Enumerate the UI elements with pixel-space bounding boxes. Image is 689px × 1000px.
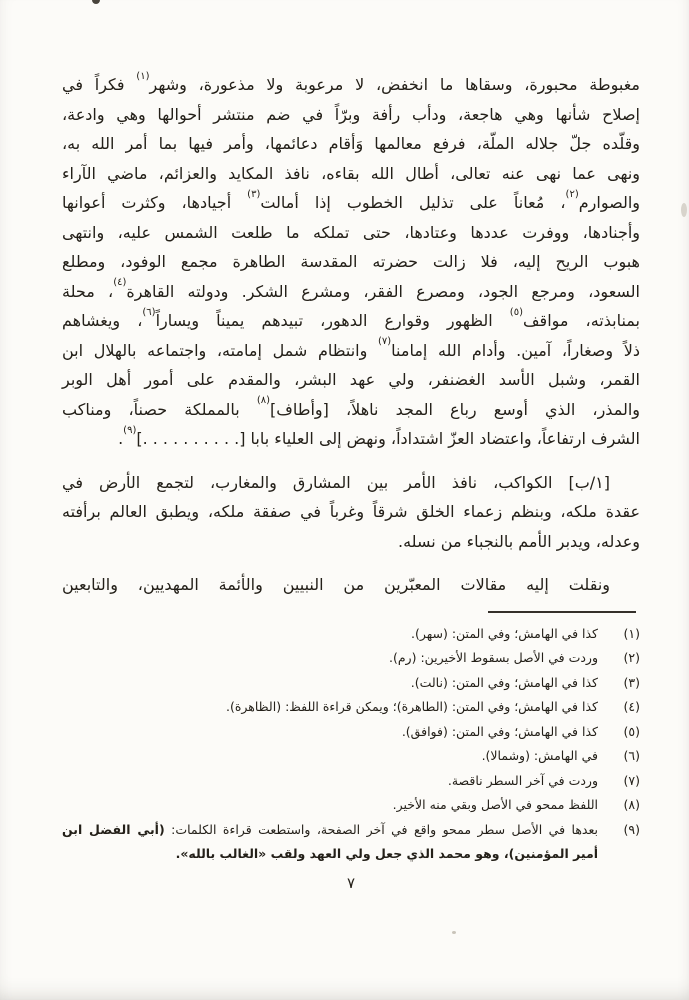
footnote-text (62, 622, 598, 647)
scan-artifact (92, 0, 100, 4)
footnote-number: (٨) (623, 797, 640, 812)
footnote-line: بعدها في الأصل سطر ممحو واقع في آخر الصفحة، واستطعت قراءة الكلمات: (أبي الفضل ابن (62, 821, 598, 837)
footnote-text (62, 769, 598, 794)
footnote-item (62, 744, 640, 769)
footnote-line: كذا في الهامش؛ وفي المتن: (نالت). (410, 674, 598, 690)
text-line: وعدله، ويدبر الأمم بالنجباء من نسله. (397, 531, 640, 551)
footnote-ref: (٥) (509, 306, 523, 318)
footnote-text (62, 793, 598, 818)
paragraph (62, 70, 640, 454)
footnote-separator (488, 611, 636, 613)
footnote-ref: (١) (136, 70, 150, 82)
footnote-text (62, 646, 598, 671)
text-line: [١/ب] الكواكب، نافذ الأمر بين المشارق والمغارب، لتجمع الأرض في (62, 472, 610, 492)
scan-artifact (452, 931, 456, 934)
footnote-item (62, 695, 640, 720)
footnote-line: وردت في الأصل بسقوط الأخيرين: (رم). (388, 650, 598, 665)
footnote-item (62, 671, 640, 696)
footnote-ref: (٩) (123, 424, 137, 436)
footnote-number: (٦) (623, 748, 640, 763)
text-line: إصلاح شأنها وهي هاجعة، ودأب رأفة وبرّاً في ضم منتشر أحوالها وهي وادعة، (62, 104, 640, 124)
text-block (62, 70, 640, 892)
footnote-number: (٧) (623, 772, 640, 788)
footnote-line: كذا في الهامش؛ وفي المتن: (الطاهرة)؛ ويمكن قراءة اللفظ: (الظاهرة). (225, 699, 598, 714)
text-line: السعود، ومرجع الجود، ومصرع الفقر، ومشرع الشكر. ودولته القاهرة$^{(٤)}$، محلة (62, 277, 641, 301)
footnote-line: كذا في الهامش؛ وفي المتن: (فوافق). (401, 723, 598, 739)
paragraph (62, 570, 640, 600)
footnote-line: أمير المؤمنين)، وهو محمد الذي جعل ولي العهد ولقب «الغالب بالله». (175, 846, 598, 861)
footnote-text (62, 695, 598, 720)
footnote-item (62, 720, 640, 745)
footnote-number: (٤) (623, 699, 640, 714)
text-line: هبوب الريح إليه، فلا زالت حضرته المقدسة الطاهرة مجمع الوفود، ومطلع (62, 252, 640, 271)
text-line: وأجنادها، ووفرت عددها وعتادها، حتى تملكه ما طلعت الشمس عليه، وانتهى (62, 222, 640, 242)
footnote-ref: (٢) (565, 188, 579, 200)
footnote-number: (٣) (623, 674, 640, 690)
text-line: والصوارم$^{(٢)}$، مُعاناً على تذليل الخطوب إذا أمالت$^{(٣)}$ أجيادها، وكثرت أعوانها (62, 188, 640, 212)
footnote-item (62, 769, 640, 794)
paragraph (62, 468, 640, 557)
footnotes-list (62, 622, 640, 867)
footnote-ref: (٨) (256, 395, 270, 407)
text-line: والمذر، الذي أوسع رباع المجد ناهلاً، [وأطاف]$^{(٨)}$ بالمملكة حصناً، ومناكب (62, 395, 640, 419)
footnote-line: في الهامش: (وشمالا). (481, 748, 598, 763)
footnote-number: (٥) (623, 723, 640, 739)
text-line: عقدة ملكه، وبنظم زعماء الخلق شرقاً وغرباً في صفقة ملكه، ويطبق العالم برأفته (62, 502, 640, 521)
footnote-number: (٩) (623, 821, 640, 837)
text-line: ونقلت إليه مقالات المعبّرين من النبيين والأئمة المهديين، والتابعين (62, 575, 610, 594)
text-line: الشرف ارتفاعاً، واعتضاد العزّ اشتداداً، ونهض إلى العلياء بابا [. . . . . . . . . .]$^{(٩)}$. (118, 424, 640, 448)
footnote-number: (٢) (623, 650, 640, 665)
footnote-number: (١) (623, 625, 640, 641)
text-line: القمر، وشبل الأسد الغضنفر، ولي عهد البشر، والمقدم على أمور أهل الوبر (62, 370, 640, 389)
footnote-line: كذا في الهامش؛ وفي المتن: (سهر). (411, 625, 598, 641)
scan-artifact (681, 203, 687, 217)
footnote-ref: (٤) (113, 277, 127, 289)
footnote-ref: (٣) (247, 188, 261, 200)
footnote-item (62, 622, 640, 647)
text-line: ونهى عما نهى عنه تعالى، أطال الله بقاءه، نافذ المكايد والعزائم، ماضي الآراء (62, 163, 640, 183)
footnote-ref: (٧) (377, 336, 392, 348)
footnote-text (62, 720, 598, 745)
footnote-text (62, 818, 598, 867)
text-line: بمنابذته، مواقف$^{(٥)}$ الظهور وقوارع الدهور، تبيدهم يميناً ويساراً$^{(٦)}$، ويغشاهم (62, 306, 640, 330)
footnote-line: اللفظ ممحو في الأصل وبقي منه الأخير. (392, 797, 598, 812)
footnote-line: وردت في آخر السطر ناقصة. (447, 772, 598, 788)
page-number: ٧ (346, 873, 356, 892)
text-line: مغبوطة محبورة، وسقاها ما انخفض، لا مرعوبة ولا مذعورة، وشهر$^{(١)}$ فكراً في (62, 70, 640, 94)
text-line: وقلّده جلّ جلاله الملّة، فرفع معالمها وَأقام دعائمها، وأمر فيها بما أمر الله به، (62, 134, 640, 153)
text-line: ذلاً وصغاراً، آمين. وأدام الله إمامنا$^{(٧)}$ وانتظام شمل إمامته، واجتماعه بالهلال ابن (62, 336, 640, 360)
footnote-item (62, 646, 640, 671)
footnote-ref: (٦) (142, 306, 156, 318)
main-text (62, 70, 640, 600)
footnote-text (62, 744, 598, 769)
footnote-item (62, 818, 640, 867)
footnote-text (62, 671, 598, 696)
footnote-item (62, 793, 640, 818)
